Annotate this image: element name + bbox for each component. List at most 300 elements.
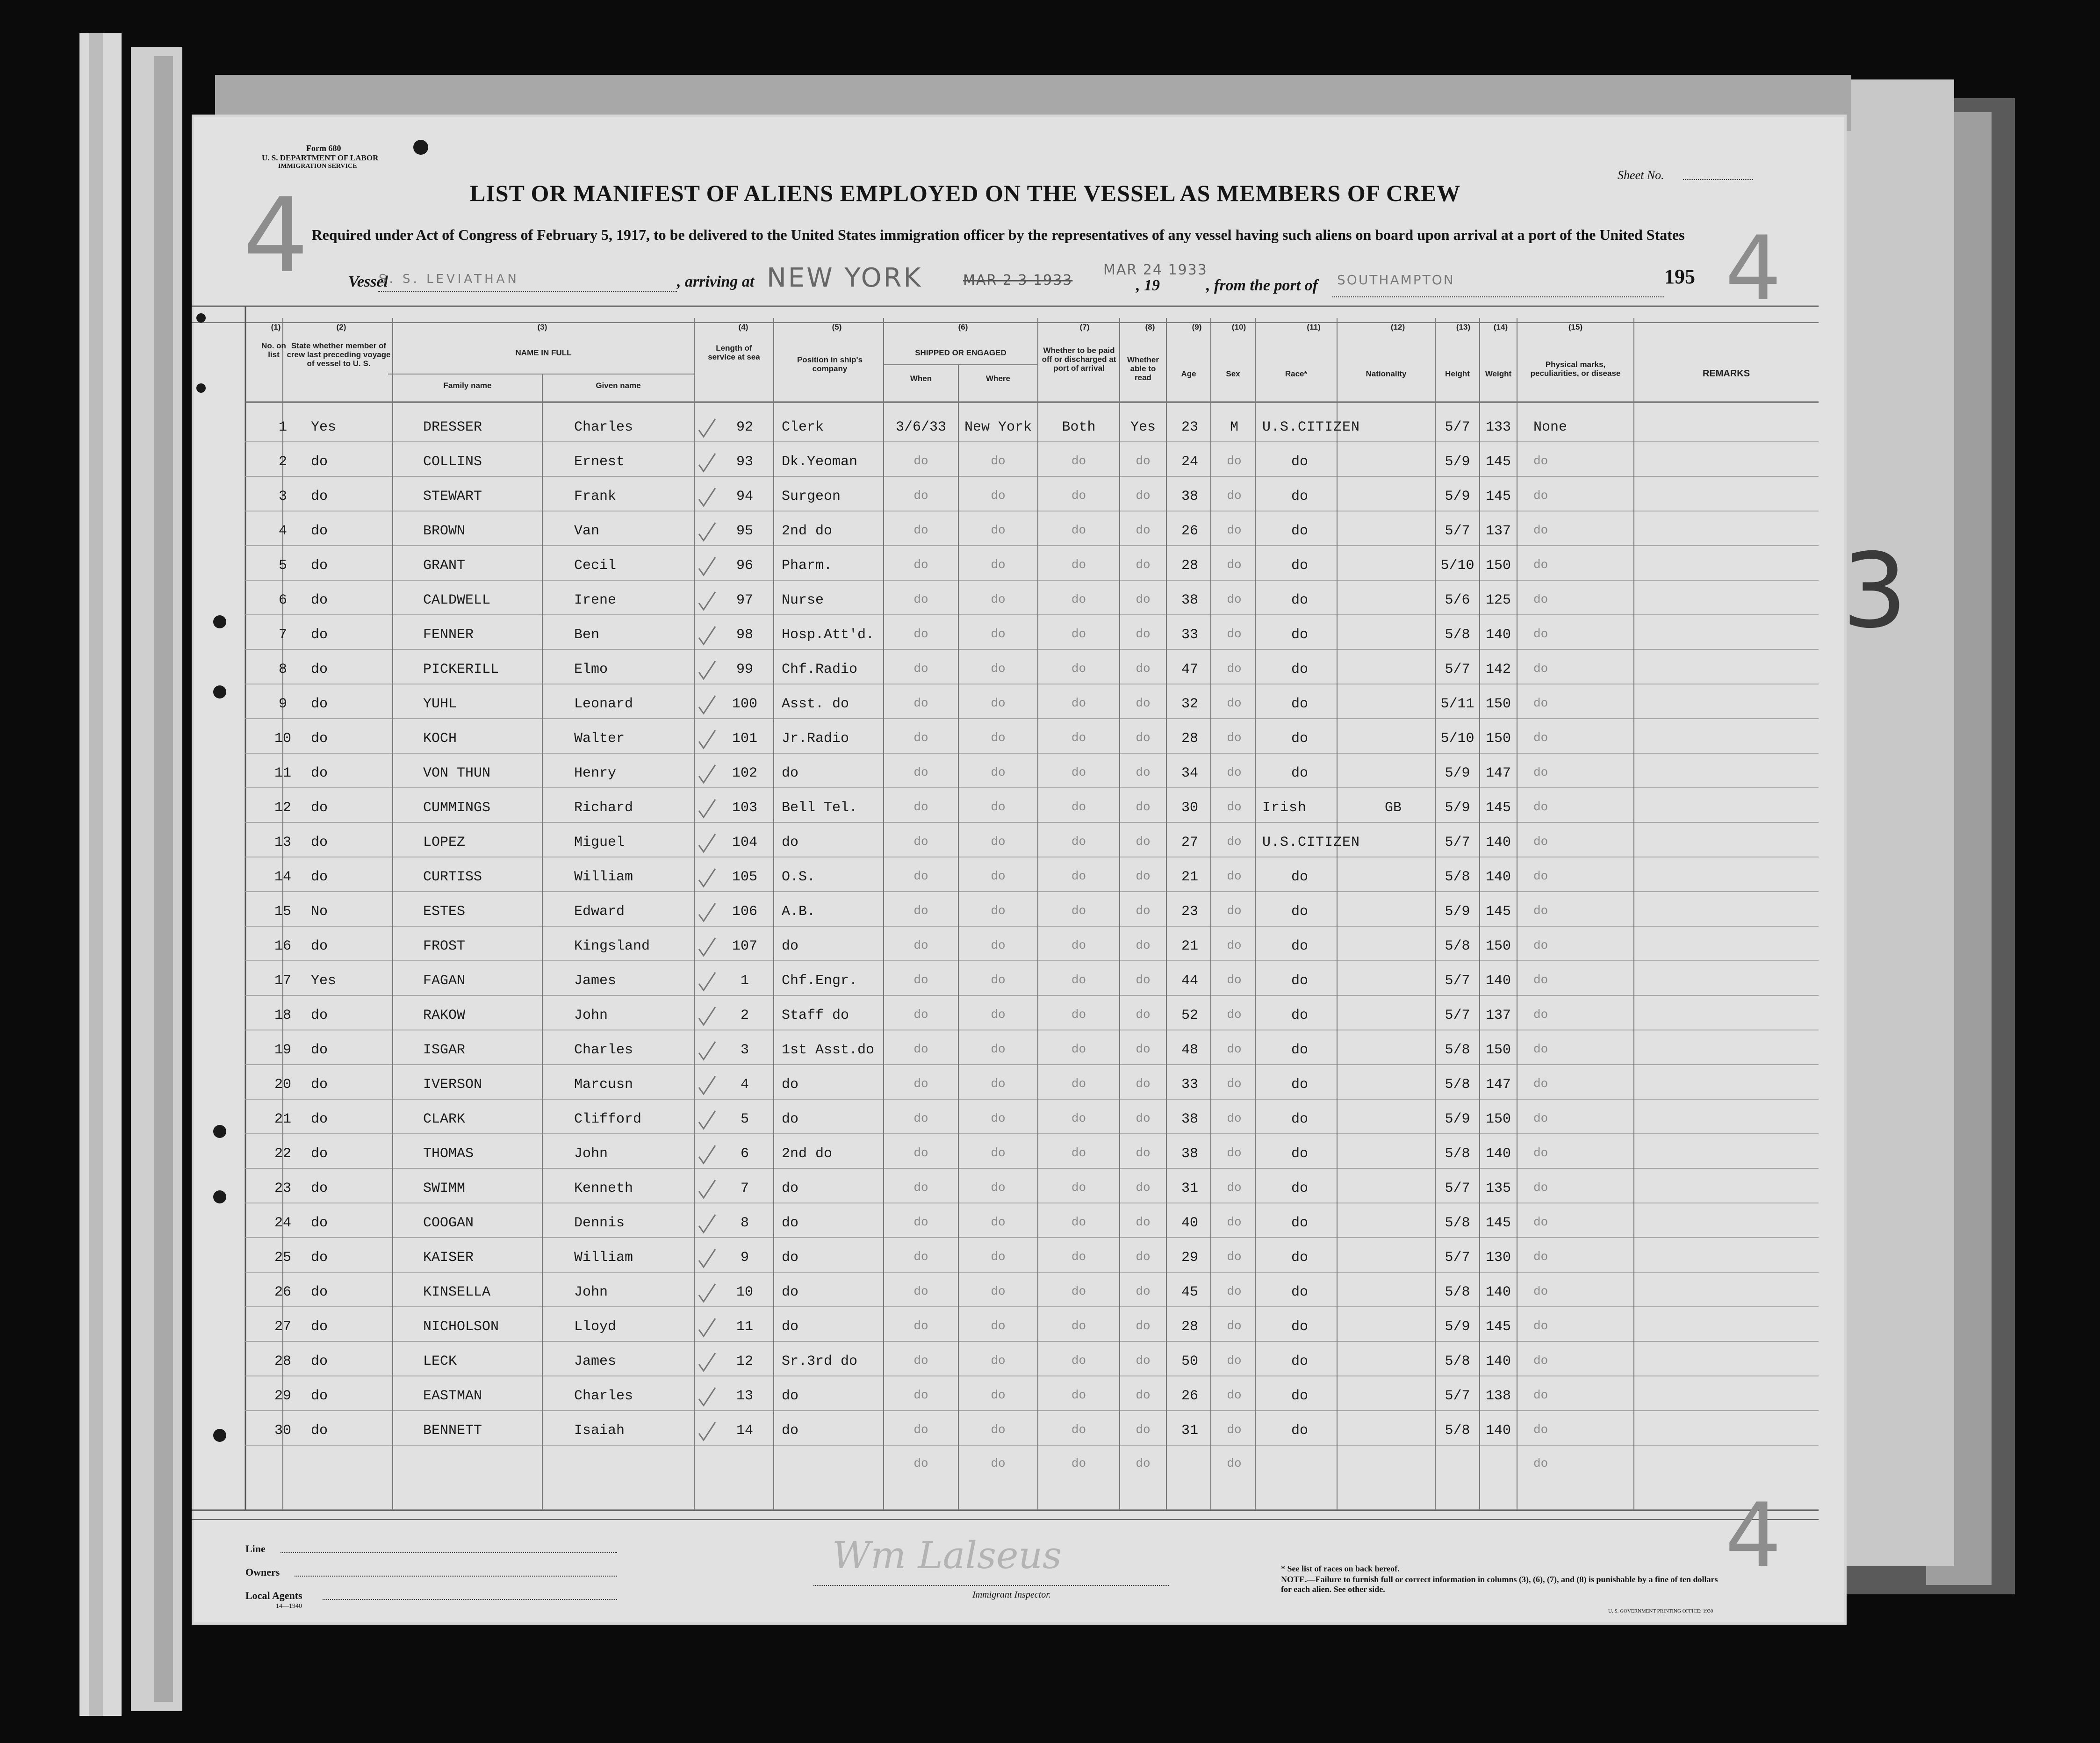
cell-family-name: CURTISS xyxy=(423,869,482,885)
cell-weight: 145 xyxy=(1485,454,1511,470)
cell-age: 23 xyxy=(1181,419,1198,435)
cell-weight: 133 xyxy=(1485,419,1511,435)
cell-paid-off: do xyxy=(1071,558,1086,572)
cell-previous-voyage: do xyxy=(311,1388,328,1404)
cell-paid-off: do xyxy=(1071,1042,1086,1056)
cell-no: 6 xyxy=(278,592,287,608)
cell-previous-voyage: No xyxy=(311,904,328,920)
cell-sex: do xyxy=(1227,1319,1242,1333)
cell-sex: do xyxy=(1227,1284,1242,1298)
cell-height: 5/8 xyxy=(1445,869,1470,885)
cell-able-read: do xyxy=(1136,731,1151,745)
cell-previous-voyage: do xyxy=(311,835,328,850)
cell-given-name: Charles xyxy=(574,419,633,435)
cell-physical-marks: do xyxy=(1533,627,1548,641)
cell-length-service: 1 xyxy=(740,973,749,989)
page-subtitle: Required under Act of Congress of February 5, 1917, to be delivered to the United States immigration officer by the representatives of any vessel having such aliens on board upon arrival at a port of the United States xyxy=(311,226,1685,243)
cell-family-name: COLLINS xyxy=(423,454,482,470)
cell-previous-voyage: do xyxy=(311,454,328,470)
cell-height: 5/8 xyxy=(1445,1423,1470,1439)
cell-length-service: 5 xyxy=(740,1111,749,1127)
cell-able-read: do xyxy=(1136,869,1151,883)
cell-where: do xyxy=(991,1215,1006,1229)
cell-where: do xyxy=(991,523,1006,537)
cell-position: A.B. xyxy=(782,904,816,920)
cell-race: U.S.CITIZEN xyxy=(1262,835,1360,850)
cell-where: do xyxy=(991,869,1006,883)
cell-no: 17 xyxy=(274,973,291,989)
cell-given-name: Frank xyxy=(574,489,617,504)
cell-previous-voyage: do xyxy=(311,489,328,504)
cell-position: Chf.Engr. xyxy=(782,973,858,989)
cell-height: 5/9 xyxy=(1445,765,1470,781)
cell-height: 5/8 xyxy=(1445,1284,1470,1300)
cell-where: do xyxy=(991,1181,1006,1195)
cell-sex: do xyxy=(1227,869,1242,883)
cell-no: 1 xyxy=(278,419,287,435)
cell-physical-marks: do xyxy=(1533,1077,1548,1091)
cell-where: do xyxy=(991,1111,1006,1125)
cell-race: do xyxy=(1291,558,1308,574)
cell-height: 5/9 xyxy=(1445,454,1470,470)
cell-able-read: do xyxy=(1136,523,1151,537)
cell-race: do xyxy=(1291,1008,1308,1023)
cell-when: do xyxy=(913,1111,928,1125)
cell-race: do xyxy=(1291,1181,1308,1196)
cell-age: 31 xyxy=(1181,1181,1198,1196)
cell-length-service: 103 xyxy=(732,800,757,816)
cell-paid-off: do xyxy=(1071,454,1086,468)
cell-age: 30 xyxy=(1181,800,1198,816)
cell-race: do xyxy=(1291,454,1308,470)
cell-when: do xyxy=(913,1319,928,1333)
cell-where: do xyxy=(991,1250,1006,1264)
frame-number: 195 xyxy=(1664,265,1695,288)
cell-given-name: Elmo xyxy=(574,662,608,677)
cell-family-name: KINSELLA xyxy=(423,1284,491,1300)
cell-height: 5/7 xyxy=(1445,973,1470,989)
owners-label: Owners xyxy=(245,1566,280,1578)
cell-paid-off: do xyxy=(1071,1111,1086,1125)
cell-race: do xyxy=(1291,1423,1308,1439)
cell-previous-voyage: do xyxy=(311,523,328,539)
cell-previous-voyage: do xyxy=(311,1008,328,1023)
cell-position: do xyxy=(782,1388,799,1404)
cell-when: do xyxy=(913,523,928,537)
cell-sex: do xyxy=(1227,835,1242,849)
cell-physical-marks: do xyxy=(1533,973,1548,987)
cell-weight: 145 xyxy=(1485,800,1511,816)
cell-no: 28 xyxy=(274,1354,291,1369)
cell-race: do xyxy=(1291,973,1308,989)
col-name-in-full: NAME IN FULL xyxy=(515,348,572,357)
col-num-15: (15) xyxy=(1568,323,1583,331)
cell-where: do xyxy=(991,1354,1006,1368)
cell-given-name: Charles xyxy=(574,1042,633,1058)
cell-weight: 138 xyxy=(1485,1388,1511,1404)
ditto-mark: do xyxy=(1533,1456,1548,1470)
cell-family-name: KOCH xyxy=(423,731,457,747)
cell-physical-marks: do xyxy=(1533,1008,1548,1022)
cell-age: 27 xyxy=(1181,835,1198,850)
cell-age: 21 xyxy=(1181,938,1198,954)
cell-weight: 140 xyxy=(1485,869,1511,885)
cell-weight: 140 xyxy=(1485,973,1511,989)
cell-where: do xyxy=(991,1388,1006,1402)
cell-height: 5/7 xyxy=(1445,835,1470,850)
cell-when: do xyxy=(913,696,928,710)
cell-age: 31 xyxy=(1181,1423,1198,1439)
col-num-11: (11) xyxy=(1307,323,1321,331)
cell-length-service: 101 xyxy=(732,731,757,747)
cell-no: 8 xyxy=(278,662,287,677)
cell-where: do xyxy=(991,904,1006,918)
cell-length-service: 8 xyxy=(740,1215,749,1231)
cell-race: do xyxy=(1291,1146,1308,1162)
cell-previous-voyage: do xyxy=(311,1215,328,1231)
col-race: Race* xyxy=(1285,369,1308,378)
cell-sex: do xyxy=(1227,489,1242,503)
inspector-signature: Wm Lalseus xyxy=(832,1534,1062,1577)
from-port: SOUTHAMPTON xyxy=(1337,272,1455,288)
cell-able-read: do xyxy=(1136,1215,1151,1229)
cell-height: 5/8 xyxy=(1445,1354,1470,1369)
cell-where: do xyxy=(991,489,1006,503)
cell-position: Asst. do xyxy=(782,696,849,712)
cell-no: 13 xyxy=(274,835,291,850)
arriving-port: NEW YORK xyxy=(767,263,923,293)
col-length-service: Length of service at sea xyxy=(708,344,760,361)
cell-weight: 150 xyxy=(1485,731,1511,747)
cell-previous-voyage: do xyxy=(311,1042,328,1058)
cell-family-name: FAGAN xyxy=(423,973,466,989)
cell-sex: do xyxy=(1227,1042,1242,1056)
col-no-on-list: No. on list xyxy=(261,341,286,359)
cell-height: 5/10 xyxy=(1440,558,1474,574)
cell-physical-marks: do xyxy=(1533,1111,1548,1125)
cell-weight: 150 xyxy=(1485,558,1511,574)
cell-weight: 150 xyxy=(1485,1042,1511,1058)
cell-position: 1st Asst.do xyxy=(782,1042,875,1058)
col-num-5: (5) xyxy=(832,323,842,331)
cell-sex: do xyxy=(1227,938,1242,952)
cell-race: do xyxy=(1291,592,1308,608)
cell-family-name: CLARK xyxy=(423,1111,466,1127)
cell-physical-marks: do xyxy=(1533,731,1548,745)
cell-length-service: 10 xyxy=(736,1284,753,1300)
cell-previous-voyage: do xyxy=(311,1423,328,1439)
cell-weight: 145 xyxy=(1485,1319,1511,1335)
cell-age: 23 xyxy=(1181,904,1198,920)
cell-race: do xyxy=(1291,696,1308,712)
cell-position: do xyxy=(782,1215,799,1231)
col-given-name: Given name xyxy=(596,381,641,390)
col-where: Where xyxy=(986,374,1010,383)
svg-text:4: 4 xyxy=(243,176,309,295)
cell-age: 45 xyxy=(1181,1284,1198,1300)
penalty-note: NOTE.—Failure to furnish full or correct information in columns (3), (6), (7), and (8) is punishable by a fine of ten dollars for each alien. See other side. xyxy=(1281,1575,1718,1594)
cell-when: do xyxy=(913,1042,928,1056)
cell-age: 28 xyxy=(1181,558,1198,574)
cell-able-read: do xyxy=(1136,1042,1151,1056)
cell-physical-marks: do xyxy=(1533,1319,1548,1333)
col-remarks: REMARKS xyxy=(1702,368,1750,379)
cell-age: 50 xyxy=(1181,1354,1198,1369)
cell-weight: 145 xyxy=(1485,1215,1511,1231)
cell-family-name: YUHL xyxy=(423,696,457,712)
cell-height: 5/9 xyxy=(1445,904,1470,920)
cell-given-name: Miguel xyxy=(574,835,625,850)
cell-given-name: Irene xyxy=(574,592,617,608)
cell-when: 3/6/33 xyxy=(895,419,947,435)
cell-paid-off: do xyxy=(1071,904,1086,918)
cell-able-read: do xyxy=(1136,835,1151,849)
cell-race: do xyxy=(1291,1250,1308,1266)
cell-length-service: 92 xyxy=(736,419,753,435)
cell-length-service: 102 xyxy=(732,765,757,781)
cell-length-service: 3 xyxy=(740,1042,749,1058)
from-label: , from the port of xyxy=(1206,277,1318,294)
cell-paid-off: do xyxy=(1071,1008,1086,1022)
cell-weight: 145 xyxy=(1485,489,1511,504)
inspector-label: Immigrant Inspector. xyxy=(972,1590,1051,1600)
cell-position: Sr.3rd do xyxy=(782,1354,858,1369)
col-weight: Weight xyxy=(1485,369,1512,378)
cell-paid-off: do xyxy=(1071,765,1086,779)
cell-family-name: THOMAS xyxy=(423,1146,474,1162)
cell-when: do xyxy=(913,869,928,883)
col-position: Position in ship's company xyxy=(797,355,863,373)
cell-previous-voyage: do xyxy=(311,627,328,643)
col-num-7: (7) xyxy=(1079,323,1090,331)
col-nationality: Nationality xyxy=(1366,369,1407,378)
col-when: When xyxy=(910,374,932,383)
cell-weight: 130 xyxy=(1485,1250,1511,1266)
cell-sex: do xyxy=(1227,558,1242,572)
cell-height: 5/8 xyxy=(1445,938,1470,954)
ditto-mark: do xyxy=(1071,1456,1086,1470)
cell-given-name: Walter xyxy=(574,731,625,747)
cell-length-service: 106 xyxy=(732,904,757,920)
cell-sex: do xyxy=(1227,627,1242,641)
col-able-read: Whether able to read xyxy=(1127,355,1159,382)
cell-physical-marks: do xyxy=(1533,1181,1548,1195)
cell-where: do xyxy=(991,765,1006,779)
cell-length-service: 95 xyxy=(736,523,753,539)
cell-when: do xyxy=(913,662,928,676)
svg-text:4: 4 xyxy=(1725,1484,1782,1587)
sheet-label: Sheet No. xyxy=(1618,168,1664,182)
cell-when: do xyxy=(913,938,928,952)
cell-when: do xyxy=(913,1008,928,1022)
cell-given-name: Edward xyxy=(574,904,625,920)
ditto-mark: do xyxy=(1136,1456,1151,1470)
cell-height: 5/8 xyxy=(1445,1146,1470,1162)
col-num-6: (6) xyxy=(958,323,968,331)
cell-race: do xyxy=(1291,1284,1308,1300)
cell-when: do xyxy=(913,765,928,779)
cell-paid-off: do xyxy=(1071,1354,1086,1368)
cell-where: do xyxy=(991,973,1006,987)
cell-age: 28 xyxy=(1181,731,1198,747)
cell-when: do xyxy=(913,800,928,814)
cell-physical-marks: do xyxy=(1533,558,1548,572)
col-num-4: (4) xyxy=(738,323,748,331)
cell-sex: do xyxy=(1227,696,1242,710)
cell-where: do xyxy=(991,627,1006,641)
cell-race: do xyxy=(1291,869,1308,885)
cell-previous-voyage: Yes xyxy=(311,419,337,435)
arriving-label: , arriving at xyxy=(677,273,755,290)
cell-weight: 142 xyxy=(1485,662,1511,677)
cell-able-read: do xyxy=(1136,558,1151,572)
cell-able-read: do xyxy=(1136,1388,1151,1402)
cell-race: do xyxy=(1291,1354,1308,1369)
cell-length-service: 4 xyxy=(740,1077,749,1093)
cell-previous-voyage: do xyxy=(311,558,328,574)
cell-where: do xyxy=(991,592,1006,606)
cell-weight: 140 xyxy=(1485,1423,1511,1439)
cell-no: 27 xyxy=(274,1319,291,1335)
cell-position: do xyxy=(782,1284,799,1300)
cell-when: do xyxy=(913,627,928,641)
cell-family-name: FROST xyxy=(423,938,466,954)
cell-length-service: 105 xyxy=(732,869,757,885)
cell-able-read: do xyxy=(1136,662,1151,676)
cell-height: 5/9 xyxy=(1445,1111,1470,1127)
cell-no: 21 xyxy=(274,1111,291,1127)
cell-previous-voyage: do xyxy=(311,1284,328,1300)
printing-office: U. S. GOVERNMENT PRINTING OFFICE: 1930 xyxy=(1608,1608,1713,1614)
cell-family-name: IVERSON xyxy=(423,1077,482,1093)
cell-family-name: BENNETT xyxy=(423,1423,482,1439)
cell-sex: do xyxy=(1227,765,1242,779)
cell-given-name: Henry xyxy=(574,765,617,781)
cell-where: do xyxy=(991,1319,1006,1333)
col-state-whether: State whether member of crew last preceding voyage of vessel to U. S. xyxy=(287,341,391,368)
arrival-date: MAR 24 1933 xyxy=(1103,262,1208,278)
cell-no: 25 xyxy=(274,1250,291,1266)
cell-physical-marks: do xyxy=(1533,592,1548,606)
cell-race: do xyxy=(1291,1042,1308,1058)
col-sex: Sex xyxy=(1226,369,1240,378)
svg-text:3: 3 xyxy=(1842,531,1907,651)
cell-age: 38 xyxy=(1181,592,1198,608)
cell-position: Clerk xyxy=(782,419,824,435)
cell-sex: do xyxy=(1227,1077,1242,1091)
cell-previous-voyage: do xyxy=(311,938,328,954)
cell-no: 7 xyxy=(278,627,287,643)
cell-paid-off: do xyxy=(1071,1077,1086,1091)
cell-height: 5/7 xyxy=(1445,419,1470,435)
cell-able-read: do xyxy=(1136,1284,1151,1298)
inspector-line xyxy=(813,1585,1169,1586)
cell-position: do xyxy=(782,1423,799,1439)
cell-age: 26 xyxy=(1181,1388,1198,1404)
cell-given-name: Clifford xyxy=(574,1111,642,1127)
cell-sex: do xyxy=(1227,662,1242,676)
cell-position: do xyxy=(782,765,799,781)
cell-length-service: 93 xyxy=(736,454,753,470)
cell-weight: 147 xyxy=(1485,765,1511,781)
col-family-name: Family name xyxy=(443,381,492,390)
cell-height: 5/8 xyxy=(1445,627,1470,643)
cell-age: 33 xyxy=(1181,627,1198,643)
cell-given-name: Kingsland xyxy=(574,938,650,954)
cell-no: 3 xyxy=(278,489,287,504)
cell-length-service: 9 xyxy=(740,1250,749,1266)
cell-paid-off: do xyxy=(1071,1250,1086,1264)
col-num-1: (1) xyxy=(271,323,281,331)
cell-where: do xyxy=(991,558,1006,572)
cell-paid-off: do xyxy=(1071,731,1086,745)
cell-where: do xyxy=(991,800,1006,814)
cell-family-name: NICHOLSON xyxy=(423,1319,499,1335)
cell-able-read: do xyxy=(1136,1077,1151,1091)
cell-no: 15 xyxy=(274,904,291,920)
cell-length-service: 97 xyxy=(736,592,753,608)
cell-when: do xyxy=(913,1215,928,1229)
cell-when: do xyxy=(913,1077,928,1091)
cell-weight: 150 xyxy=(1485,696,1511,712)
cell-physical-marks: do xyxy=(1533,523,1548,537)
cell-previous-voyage: do xyxy=(311,1181,328,1196)
cell-family-name: CUMMINGS xyxy=(423,800,491,816)
cell-height: 5/10 xyxy=(1440,731,1474,747)
cell-able-read: do xyxy=(1136,1146,1151,1160)
cell-age: 29 xyxy=(1181,1250,1198,1266)
cell-no: 30 xyxy=(274,1423,291,1439)
cell-sex: do xyxy=(1227,592,1242,606)
cell-physical-marks: do xyxy=(1533,454,1548,468)
cell-race: do xyxy=(1291,523,1308,539)
cell-given-name: Isaiah xyxy=(574,1423,625,1439)
cell-previous-voyage: do xyxy=(311,800,328,816)
cell-family-name: ISGAR xyxy=(423,1042,466,1058)
year-label: , 19 xyxy=(1136,277,1160,294)
cell-paid-off: do xyxy=(1071,662,1086,676)
cell-weight: 140 xyxy=(1485,627,1511,643)
cell-age: 38 xyxy=(1181,489,1198,504)
cell-age: 21 xyxy=(1181,869,1198,885)
cell-where: do xyxy=(991,454,1006,468)
cell-able-read: do xyxy=(1136,627,1151,641)
cell-sex: do xyxy=(1227,800,1242,814)
cell-paid-off: do xyxy=(1071,835,1086,849)
cell-no: 29 xyxy=(274,1388,291,1404)
cell-sex: do xyxy=(1227,731,1242,745)
cell-sex: do xyxy=(1227,1250,1242,1264)
cell-able-read: do xyxy=(1136,489,1151,503)
cell-weight: 140 xyxy=(1485,1146,1511,1162)
cell-paid-off: do xyxy=(1071,973,1086,987)
cell-position: do xyxy=(782,938,799,954)
cell-no: 23 xyxy=(274,1181,291,1196)
cell-previous-voyage: do xyxy=(311,1250,328,1266)
cell-age: 38 xyxy=(1181,1111,1198,1127)
cell-age: 28 xyxy=(1181,1319,1198,1335)
cell-length-service: 104 xyxy=(732,835,757,850)
cell-physical-marks: do xyxy=(1533,489,1548,503)
cell-when: do xyxy=(913,1423,928,1437)
col-shipped-engaged: SHIPPED OR ENGAGED xyxy=(915,348,1007,357)
cell-where: do xyxy=(991,835,1006,849)
cell-length-service: 2 xyxy=(740,1008,749,1023)
cell-position: do xyxy=(782,1181,799,1196)
cell-race: do xyxy=(1291,1388,1308,1404)
cell-age: 26 xyxy=(1181,523,1198,539)
cell-able-read: do xyxy=(1136,454,1151,468)
